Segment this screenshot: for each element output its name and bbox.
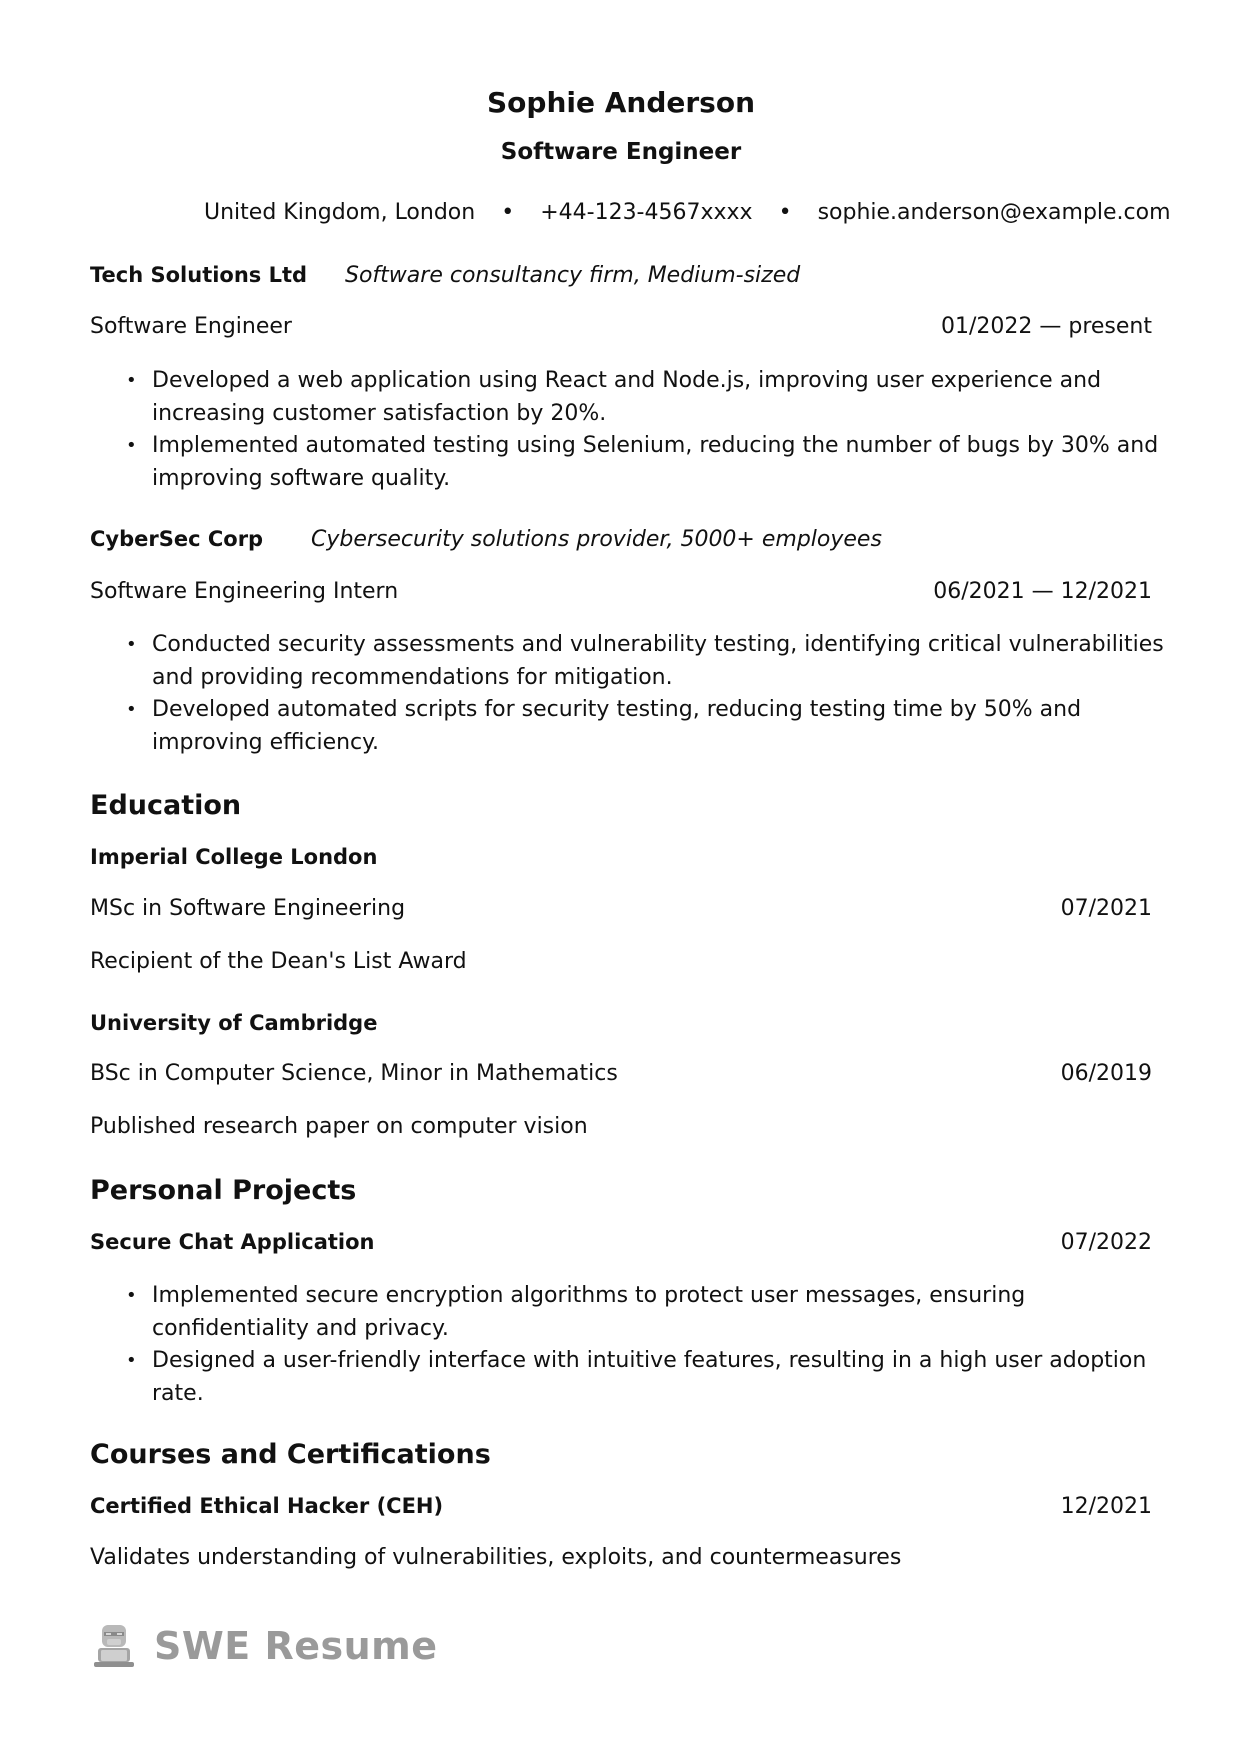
experience-company-description: Cybersecurity solutions provider, 5000+ employees [311, 527, 882, 552]
course-name: Certified Ethical Hacker (CEH) [90, 1494, 444, 1518]
contact-phone: +44-123-4567xxxx [540, 200, 753, 225]
contact-location: United Kingdom, London [204, 200, 476, 225]
project-bullets [90, 1280, 1170, 1410]
experience-bullets [90, 629, 1170, 759]
brand-name: SWE Resume [154, 1624, 438, 1668]
experience-company: Tech Solutions Ltd [90, 263, 308, 287]
experience-dates: 06/2021 — 12/2021 [933, 579, 1152, 604]
courses-heading: Courses and Certifications [90, 1439, 491, 1470]
education-degree: MSc in Software Engineering [90, 896, 406, 921]
experience-company: CyberSec Corp [90, 527, 264, 551]
contact-line [204, 202, 1171, 224]
experience-dates: 01/2022 — present [940, 314, 1152, 339]
course-description: Validates understanding of vulnerabilities, exploits, and countermeasures [90, 1545, 902, 1570]
candidate-title: Software Engineer [500, 139, 742, 165]
list-item: • Implemented secure encryption algorithms to protect user messages, ensuring confidentiality and privacy. [90, 1280, 1170, 1345]
contact-separator: • [778, 200, 792, 225]
list-item: • Conducted security assessments and vulnerability testing, identifying critical vulnerabilities and providing recommendations for mitigation. [90, 629, 1170, 694]
list-item: • Developed a web application using React and Node.js, improving user experience and increasing customer satisfaction by 20%. [90, 365, 1170, 430]
footer-logo [90, 1622, 438, 1670]
education-date: 07/2021 [1060, 896, 1152, 921]
person-at-laptop-icon [90, 1622, 138, 1670]
education-note: Recipient of the Dean's List Award [90, 949, 467, 974]
education-note: Published research paper on computer vision [90, 1114, 588, 1139]
project-name: Secure Chat Application [90, 1230, 375, 1254]
experience-bullets [90, 365, 1170, 495]
experience-company-description: Software consultancy firm, Medium-sized [345, 263, 801, 288]
course-date: 12/2021 [1060, 1494, 1152, 1519]
education-school: University of Cambridge [90, 1011, 378, 1035]
candidate-name: Sophie Anderson [487, 86, 755, 119]
project-date: 07/2022 [1060, 1230, 1152, 1255]
projects-heading: Personal Projects [90, 1175, 357, 1206]
contact-separator: • [501, 200, 515, 225]
contact-email[interactable]: sophie.anderson@example.com [817, 200, 1171, 225]
education-school: Imperial College London [90, 845, 378, 869]
experience-role: Software Engineering Intern [90, 579, 399, 604]
list-item: • Designed a user-friendly interface with intuitive features, resulting in a high user adoption rate. [90, 1345, 1170, 1410]
education-degree: BSc in Computer Science, Minor in Mathematics [90, 1061, 618, 1086]
education-date: 06/2019 [1060, 1061, 1152, 1086]
education-heading: Education [90, 790, 242, 821]
list-item: • Implemented automated testing using Selenium, reducing the number of bugs by 30% and improving software quality. [90, 430, 1170, 495]
list-item: • Developed automated scripts for security testing, reducing testing time by 50% and improving efficiency. [90, 694, 1170, 759]
experience-role: Software Engineer [90, 314, 292, 339]
